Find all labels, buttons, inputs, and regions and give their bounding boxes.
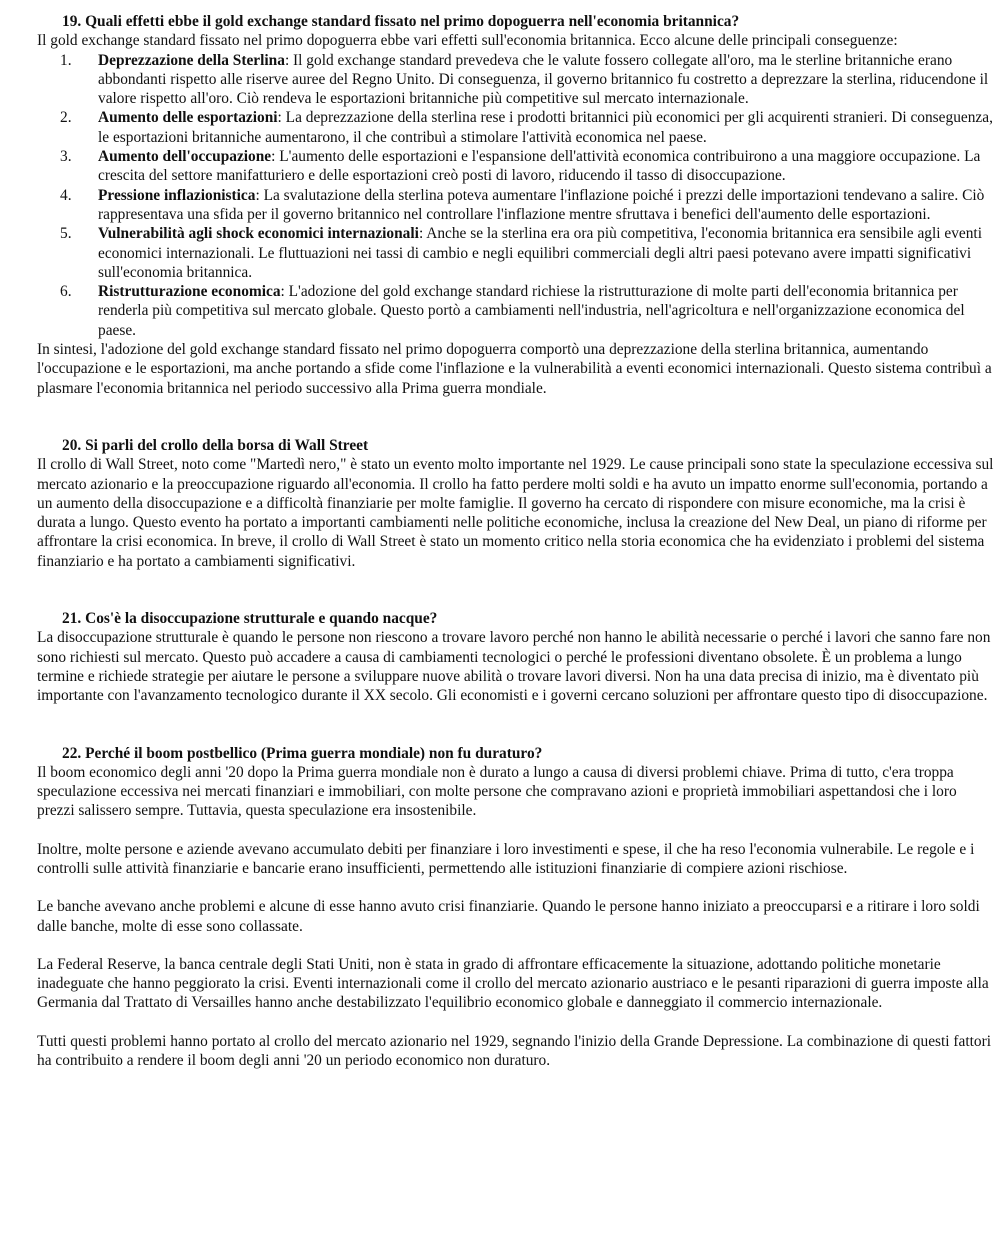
list-item: [37, 282, 994, 340]
question-22-title: 22. Perché il boom postbellico (Prima guerra mondiale) non fu duraturo?: [62, 744, 543, 762]
question-22-section: [37, 744, 994, 1071]
paragraph-spacer: [37, 821, 994, 840]
list-item-text: : L'adozione del gold exchange standard richiese la ristrutturazione di molte parti dell'economia britannica per renderla più competitiva sul mercato globale. Questo portò a cambiamenti nell'industria, nell'agricoltura e nell'organizzazione economica del paese.: [98, 283, 965, 339]
list-item-heading: Ristrutturazione economica: [98, 283, 281, 301]
section-spacer: [37, 417, 994, 436]
question-21-title: 21. Cos'è la disoccupazione strutturale e quando nacque?: [62, 610, 438, 628]
question-22-paragraph: Inoltre, molte persone e aziende avevano accumulato debiti per finanziare i loro investimenti e spese, il che ha reso l'economia vulnerabile. Le regole e i controlli sulle attività finanziarie e bancarie erano insufficienti, permettendo alle istituzioni finanziarie di compiere azioni rischiose.: [37, 840, 975, 877]
list-item-number: 2.: [60, 109, 72, 127]
question-20-section: [37, 436, 994, 571]
list-item: [37, 51, 994, 109]
list-item-number: 5.: [60, 225, 72, 243]
question-19-list: [37, 51, 994, 340]
list-item: [37, 108, 994, 147]
question-19-conclusion: In sintesi, l'adozione del gold exchange standard fissato nel primo dopoguerra comportò una deprezzazione della sterlina britannica, aumentando l'occupazione e le esportazioni, ma anche portando a sfide come l'inflazione e la vulnerabilità a eventi economici internazionali. Questo sistema contribuì a plasmare l'economia britannica nel periodo successivo alla Prima guerra mondiale.: [37, 341, 992, 397]
section-spacer: [37, 725, 994, 744]
question-22-paragraph: La Federal Reserve, la banca centrale degli Stati Uniti, non è stata in grado di affrontare efficacemente la situazione, adottando politiche monetarie inadeguate che hanno peggiorato la crisi. Eventi internazionali come il crollo del mercato azionario austriaco e le pesanti riparazioni di guerra imposte alla Germania dal Trattato di Versailles hanno anche destabilizzato l'equilibrio economico globale e danneggiato il commercio internazionale.: [37, 955, 989, 1012]
list-item-number: 4.: [60, 186, 72, 204]
section-spacer: [37, 590, 994, 609]
paragraph-spacer: [37, 878, 994, 897]
question-19-title: 19. Quali effetti ebbe il gold exchange standard fissato nel primo dopoguerra nell'economia britannica?: [62, 13, 740, 30]
list-item-heading: Aumento delle esportazioni: [98, 109, 278, 127]
list-item-number: 6.: [60, 283, 72, 301]
section-spacer: [37, 398, 994, 417]
paragraph-spacer: [37, 1013, 994, 1032]
question-22-paragraph: Tutti questi problemi hanno portato al crollo del mercato azionario nel 1929, segnando l'inizio della Grande Depressione. La combinazione di questi fattori ha contribuito a rendere il boom degli anni '20 un periodo economico non duraturo.: [37, 1032, 992, 1070]
question-19-intro: Il gold exchange standard fissato nel primo dopoguerra ebbe vari effetti sull'economia britannica. Ecco alcune delle principali conseguenze:: [37, 32, 898, 50]
list-item: [37, 224, 994, 282]
question-22-paragraph: Le banche avevano anche problemi e alcune di esse hanno avuto crisi finanziarie. Quando le persone hanno iniziato a preoccuparsi e a ritirare i loro soldi dalle banche, molte di esse sono collassate.: [37, 898, 980, 935]
paragraph-spacer: [37, 936, 994, 955]
list-item-text: : L'aumento delle esportazioni e l'espansione dell'attività economica contribuirono a una maggiore occupazione. La crescita del settore manifatturiero e delle esportazioni creò posti di lavoro, riducendo il tasso di disoccupazione.: [98, 148, 981, 185]
list-item-number: 1.: [60, 51, 72, 69]
section-spacer: [37, 706, 994, 725]
question-22-paragraph: Il boom economico degli anni '20 dopo la Prima guerra mondiale non è durato a lungo a causa di diversi problemi chiave. Prima di tutto, c'era troppa speculazione eccessiva nei mercati finanziari e immobiliari, con molte persone che compravano azioni e proprietà immobiliari aspettandosi che i loro prezzi salissero sempre. Tuttavia, questa speculazione era insostenibile.: [37, 763, 957, 820]
list-item: [37, 147, 994, 186]
list-item: [37, 186, 994, 225]
list-item-text: : La deprezzazione della sterlina rese i prodotti britannici più economici per gli acquirenti stranieri. Di conseguenza, le esportazioni britanniche aumentarono, il che contribuì a stimolare l'attività economica nel paese.: [98, 109, 993, 146]
list-item-heading: Deprezzazione della Sterlina: [98, 51, 285, 69]
list-item-heading: Aumento dell'occupazione: [98, 148, 272, 166]
question-20-title: 20. Si parli del crollo della borsa di Wall Street: [62, 436, 369, 454]
list-item-heading: Pressione inflazionistica: [98, 186, 256, 204]
list-item-text: : Il gold exchange standard prevedeva che le valute fossero collegate all'oro, ma le sterline britanniche erano abbondanti rispetto alle riserve auree del Regno Unito. Di conseguenza, il governo britannico fu costretto a deprezzare la sterlina, riducendone il valore rispetto all'oro. Ciò rendeva le esportazioni britanniche più competitive sul mercato internazionale.: [98, 51, 989, 108]
question-19-section: [37, 12, 994, 398]
question-21-body: La disoccupazione strutturale è quando le persone non riescono a trovare lavoro perché non hanno le abilità necessarie o perché i lavori che sanno fare non sono richiesti sul mercato. Questo può accadere a causa di cambiamenti tecnologici o perché le professioni diventano obsolete. È un problema a lungo termine e richiede strategie per aiutare le persone a sviluppare nuove abilità o trovare lavori diversi. Non ha una data precisa di inizio, ma è diventato più importante con l'avanzamento tecnologico durante il XX secolo. Gli economisti e i governi cercano soluzioni per affrontare questo tipo di disoccupazione.: [37, 629, 991, 705]
list-item-text: : Anche se la sterlina era ora più competitiva, l'economia britannica era sensibile agli eventi economici internazionali. Le fluttuazioni nei tassi di cambio e negli equilibri commerciali degli altri paesi potevano avere impatti significativi sull'economia britannica.: [98, 225, 982, 281]
question-20-body: Il crollo di Wall Street, noto come "Martedì nero," è stato un evento molto importante nel 1929. Le cause principali sono state la speculazione eccessiva sul mercato azionario e la preoccupazione riguardo all'economia. Il crollo ha fatto perdere molti soldi e ha avuto un impatto enorme sull'economia, portando a un aumento della disoccupazione e a difficoltà finanziarie per molte famiglie. Il governo ha cercato di rispondere con misure economiche, ma la crisi è durata a lungo. Questo evento ha portato a importanti cambiamenti nelle politiche economiche, inclusa la creazione del New Deal, un piano di riforme per affrontare la crisi economica. In breve, il crollo di Wall Street è stato un momento critico nella storia economica che ha evidenziato i problemi del sistema finanziario e ha portato a cambiamenti significativi.: [37, 456, 994, 570]
list-item-number: 3.: [60, 148, 72, 166]
section-spacer: [37, 571, 994, 590]
list-item-text: : La svalutazione della sterlina poteva aumentare l'inflazione poiché i prezzi delle importazioni tendevano a salire. Ciò rappresentava una sfida per il governo britannico nel controllare l'inflazione mentre sfruttava i benefici dell'aumento delle esportazioni.: [98, 186, 985, 223]
list-item-heading: Vulnerabilità agli shock economici internazionali: [98, 225, 419, 243]
question-21-section: [37, 609, 994, 705]
